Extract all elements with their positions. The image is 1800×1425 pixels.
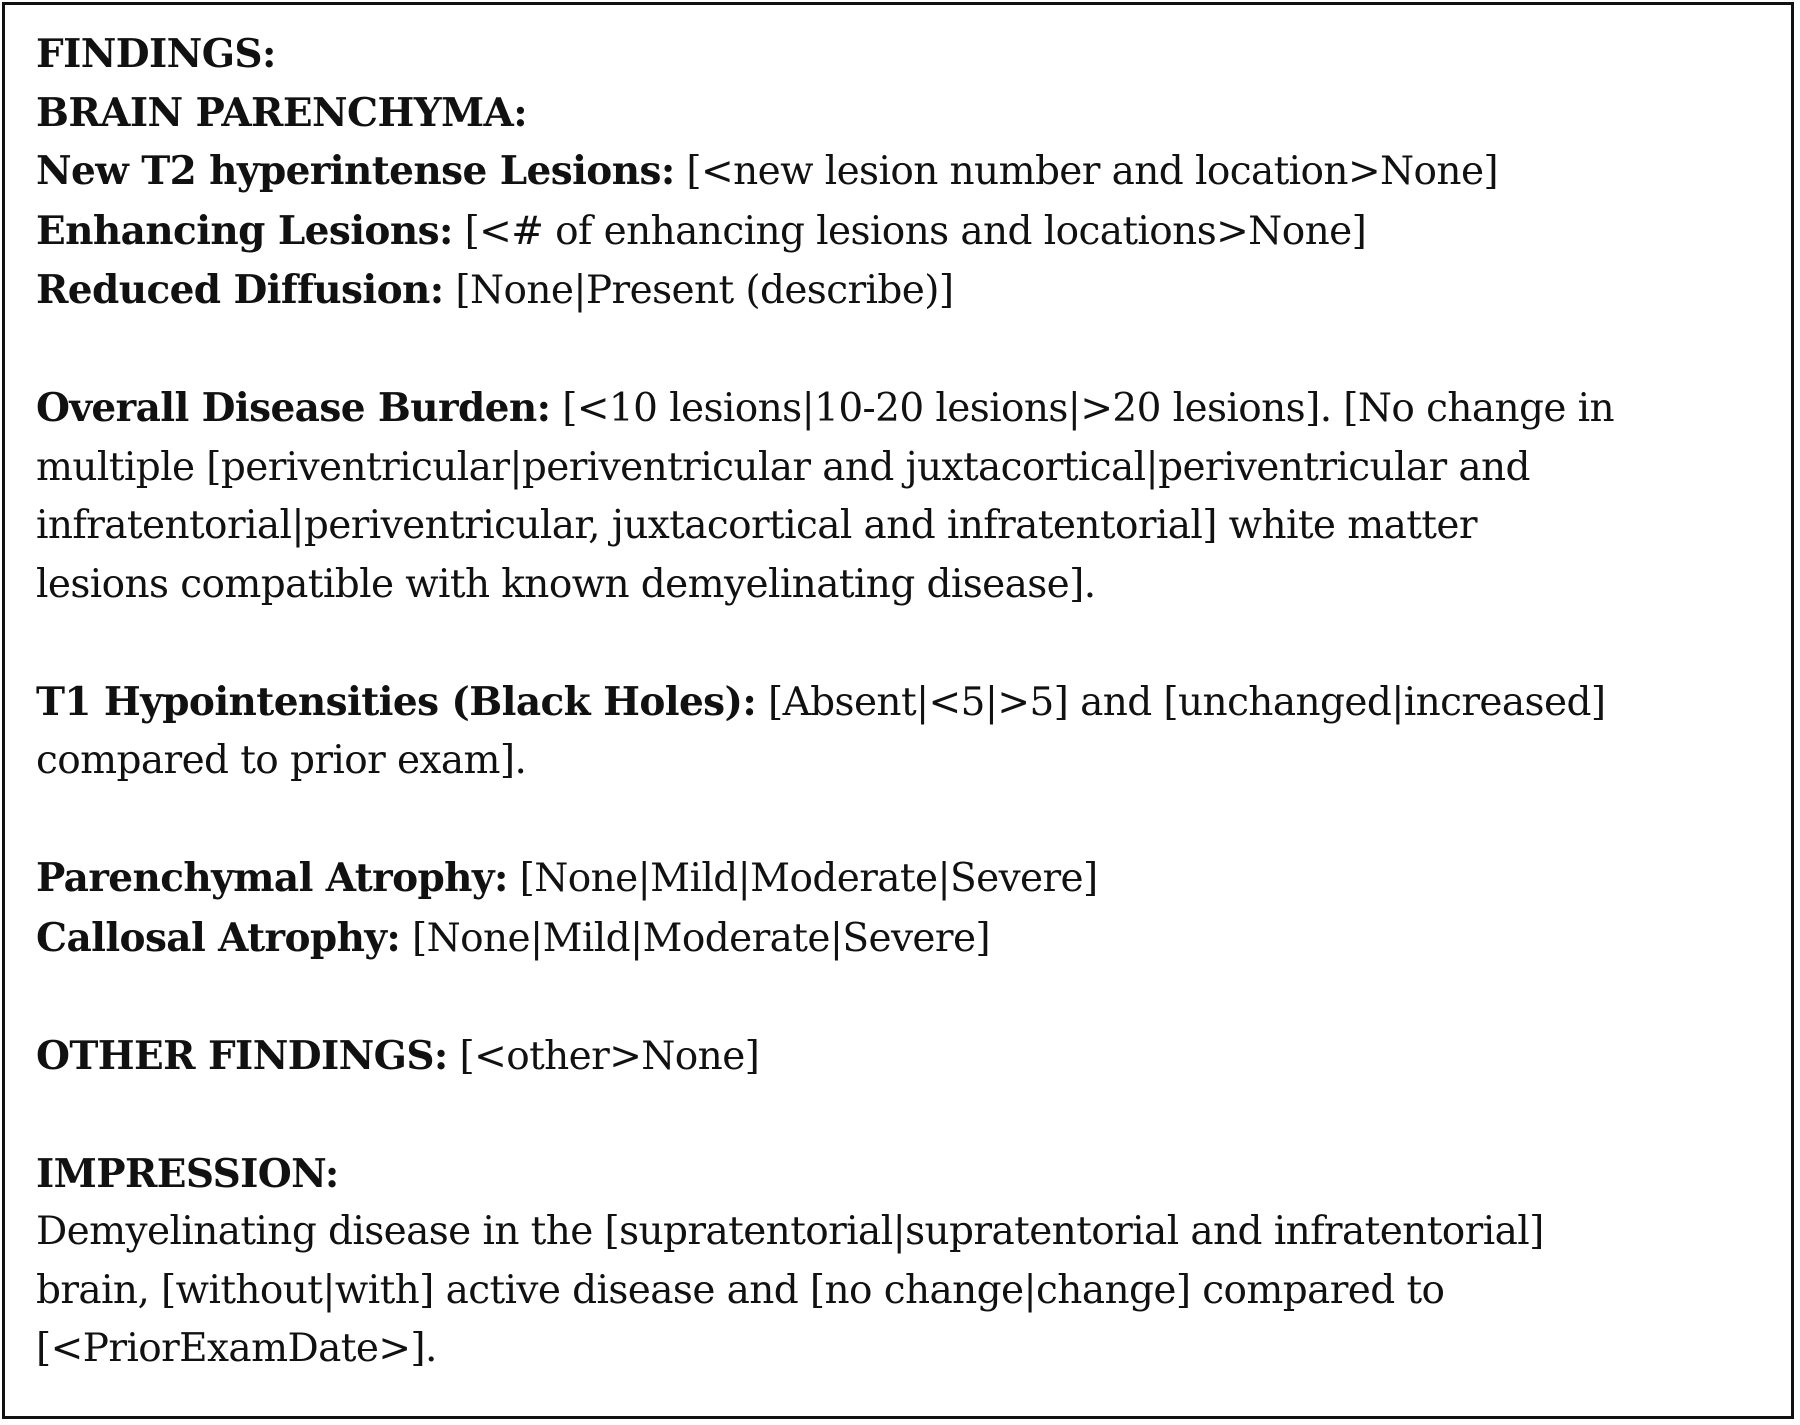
spacer <box>36 614 1776 673</box>
findings-heading: FINDINGS: <box>36 31 276 77</box>
impression-line-1: Demyelinating disease in the [supratentorial|supratentorial and infratentorial] <box>36 1209 1544 1254</box>
reduced-diffusion-label: Reduced Diffusion: <box>36 267 444 313</box>
disease-burden-line-1 <box>36 379 1776 439</box>
t1-hypointensities-line-1 <box>36 673 1776 733</box>
parenchymal-atrophy-line <box>36 849 1776 909</box>
disease-burden-label: Overall Disease Burden: <box>36 385 551 431</box>
other-findings-line <box>36 1027 1776 1087</box>
new-t2-lesions-label: New T2 hyperintense Lesions: <box>36 148 675 194</box>
t1-hypointensities-label: T1 Hypointensities (Black Holes): <box>36 678 757 725</box>
disease-burden-line-3: infratentorial|periventricular, juxtacortical and infratentorial] white matter <box>36 503 1477 548</box>
callosal-atrophy-label: Callosal Atrophy: <box>36 914 401 961</box>
other-findings-label: OTHER FINDINGS: <box>36 1032 448 1079</box>
new-t2-lesions-value: [<new lesion number and location>None] <box>674 149 1499 194</box>
impression-heading: IMPRESSION: <box>36 1150 339 1197</box>
enhancing-lesions-label: Enhancing Lesions: <box>36 207 453 254</box>
new-t2-lesions-line <box>36 142 1776 202</box>
reduced-diffusion-value: [None|Present (describe)] <box>443 268 954 313</box>
callosal-atrophy-line <box>36 909 1776 969</box>
disease-burden-value: [<10 lesions|10-20 lesions|>20 lesions]. [No change in <box>550 386 1615 431</box>
parenchymal-atrophy-label: Parenchymal Atrophy: <box>36 855 508 901</box>
enhancing-lesions-line <box>36 202 1776 262</box>
report-template-box <box>2 2 1794 1419</box>
spacer <box>36 321 1776 380</box>
impression-line-2: brain, [without|with] active disease and [no change|change] compared to <box>36 1267 1445 1313</box>
spacer <box>36 791 1776 850</box>
t1-hypointensities-line-2: compared to prior exam]. <box>36 738 527 783</box>
spacer <box>36 1086 1776 1145</box>
spacer <box>36 968 1776 1027</box>
impression-line-3: [<PriorExamDate>]. <box>36 1326 437 1371</box>
enhancing-lesions-value: [<# of enhancing lesions and locations>None] <box>452 208 1367 254</box>
t1-hypointensities-value: [Absent|<5|>5] and [unchanged|increased] <box>756 679 1606 725</box>
callosal-atrophy-value: [None|Mild|Moderate|Severe] <box>400 915 991 961</box>
disease-burden-line-2: multiple [periventricular|periventricular and juxtacortical|periventricular and <box>36 444 1530 490</box>
other-findings-value: [<other>None] <box>447 1033 760 1079</box>
disease-burden-line-4: lesions compatible with known demyelinating disease]. <box>36 561 1096 607</box>
report-template-text <box>36 25 1776 1379</box>
reduced-diffusion-line <box>36 261 1776 321</box>
parenchymal-atrophy-value: [None|Mild|Moderate|Severe] <box>507 856 1098 901</box>
brain-parenchyma-heading: BRAIN PARENCHYMA: <box>36 89 527 136</box>
